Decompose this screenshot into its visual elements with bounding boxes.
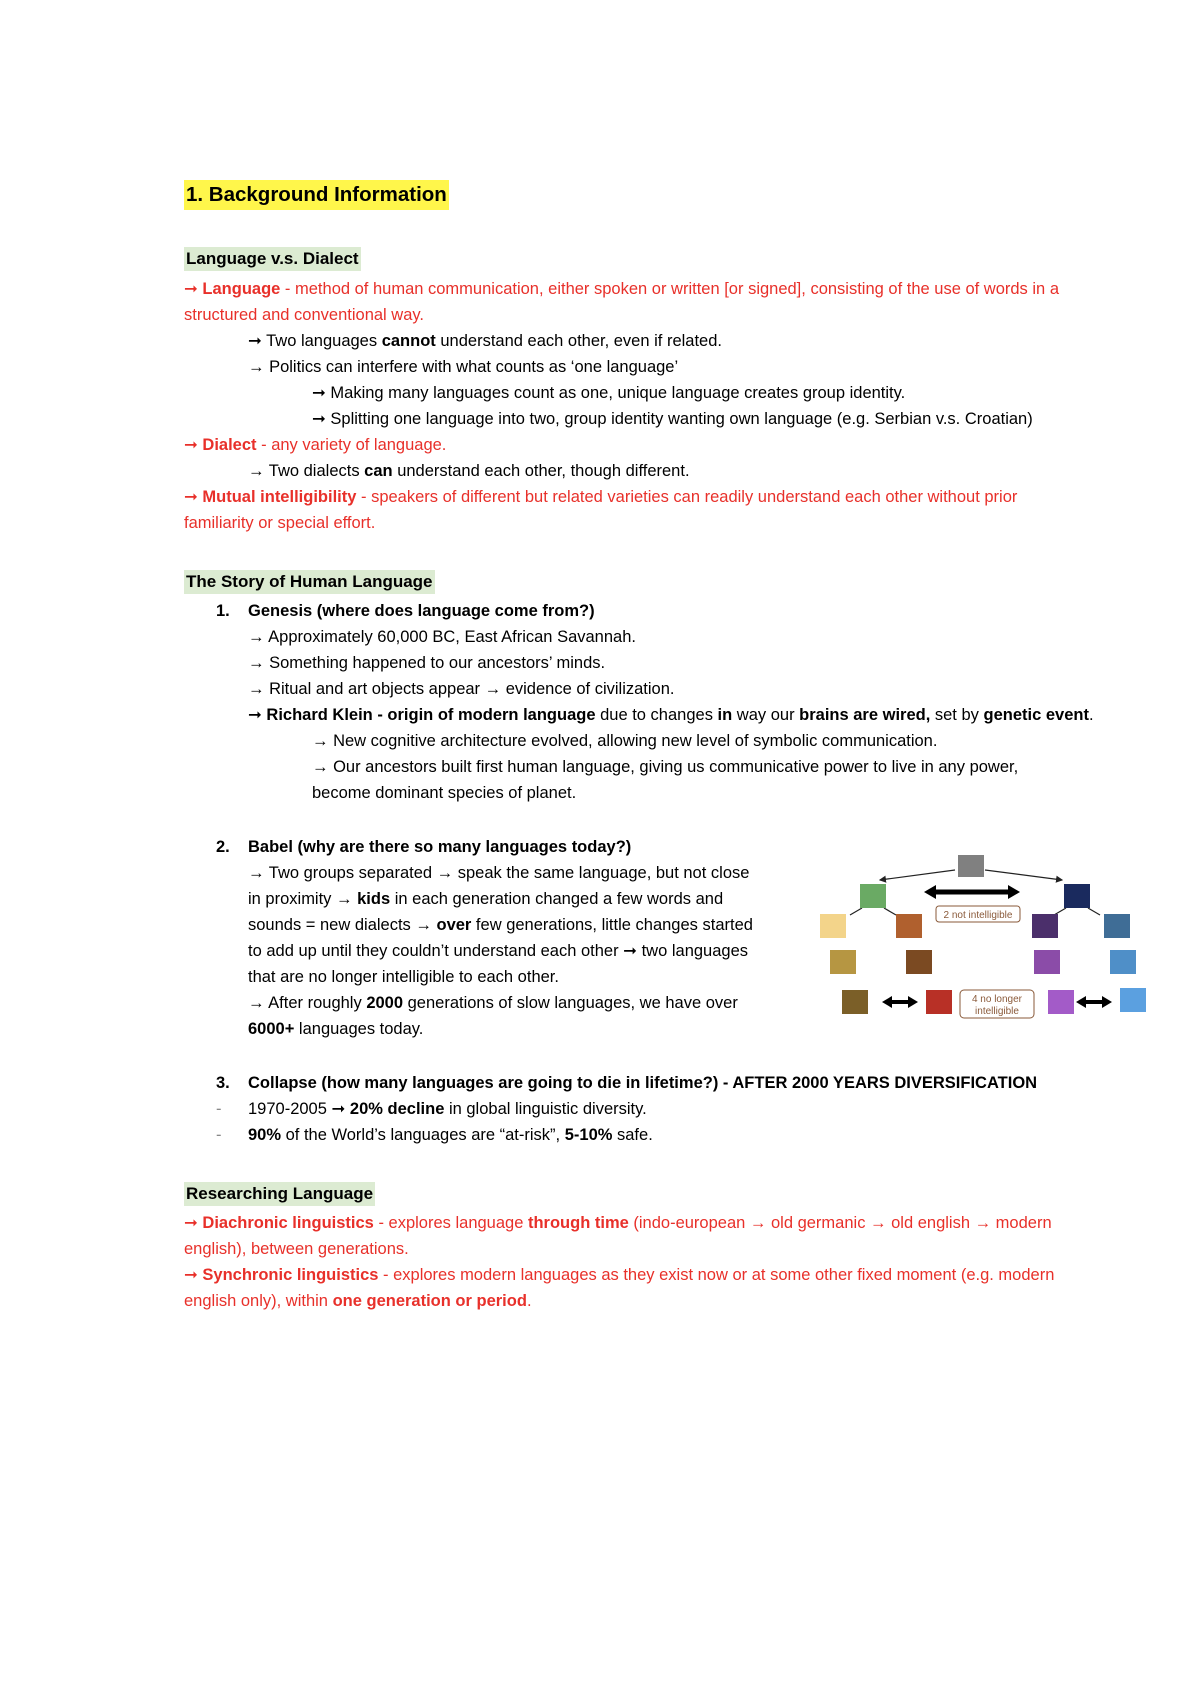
bold-text: in bbox=[717, 706, 733, 724]
section-heading-language-dialect: Language v.s. Dialect bbox=[184, 247, 361, 271]
genesis-bullet-ancestors: → Our ancestors built first human language, giving us communicative power to live in any power, bbox=[312, 758, 1019, 776]
list-number: 1. bbox=[216, 602, 230, 620]
branch-line bbox=[1088, 908, 1100, 915]
text: - explores language bbox=[373, 1214, 528, 1232]
language-square bbox=[1048, 990, 1074, 1014]
bullet-splitting: ➞ Splitting one language into two, group identity wanting own language (e.g. Serbian v.s. Croatian) bbox=[312, 410, 1033, 428]
collapse-bullet-1 bbox=[216, 1096, 647, 1122]
page-title: 1. Background Information bbox=[184, 180, 449, 210]
language-term: ➞ Language bbox=[184, 280, 281, 298]
mutual-intelligibility-cont: familiarity or special effort. bbox=[184, 514, 376, 532]
arrow-head bbox=[1102, 996, 1112, 1008]
text: set by bbox=[930, 706, 984, 724]
genesis-title bbox=[216, 598, 595, 624]
text: → After roughly bbox=[248, 994, 367, 1012]
arrow-head bbox=[1076, 996, 1086, 1008]
text: ➞ Two languages bbox=[248, 332, 382, 350]
arrow-head bbox=[924, 885, 936, 899]
dialect-square bbox=[1034, 950, 1060, 974]
dialect-square bbox=[820, 914, 846, 938]
text: → Two dialects bbox=[248, 462, 365, 480]
text: way our bbox=[732, 706, 800, 724]
bold-text: brains are wired, bbox=[799, 706, 931, 724]
language-def-text: - method of human communication, either spoken or written [or signed], consisting of the use of words in a bbox=[280, 280, 1059, 298]
mutual-intelligibility-def: - speakers of different but related varieties can readily understand each other without prior bbox=[356, 488, 1018, 506]
bold-text: genetic event bbox=[983, 706, 1089, 724]
dialect-square bbox=[896, 914, 922, 938]
diachronic-definition-cont: english), between generations. bbox=[184, 1240, 409, 1258]
branch-line bbox=[850, 908, 862, 915]
bold-text: over bbox=[436, 916, 472, 934]
text: 1970-2005 ➞ bbox=[248, 1100, 350, 1118]
language-definition bbox=[184, 276, 1059, 302]
dash-bullet: - bbox=[216, 1100, 222, 1118]
genesis-heading: Genesis (where does language come from?) bbox=[248, 602, 595, 620]
bold-text: 20% decline bbox=[349, 1100, 445, 1118]
text: - explores modern languages as they exist now or at some other fixed moment (e.g. modern bbox=[378, 1266, 1055, 1284]
bold-text: 2000 bbox=[366, 994, 404, 1012]
group-a-square bbox=[860, 884, 886, 908]
genesis-bullet-ancestors-cont: become dominant species of planet. bbox=[312, 784, 577, 802]
label-no-longer-line1: 4 no longer bbox=[971, 994, 1023, 1005]
text: understand each other, even if related. bbox=[435, 332, 722, 350]
section-heading-story: The Story of Human Language bbox=[184, 570, 435, 594]
bold-text: cannot bbox=[381, 332, 436, 350]
babel-line-2 bbox=[248, 886, 723, 912]
dash-bullet: - bbox=[216, 1126, 222, 1144]
list-number: 3. bbox=[216, 1074, 230, 1092]
bold-text: can bbox=[364, 462, 393, 480]
genesis-bullet-cognitive: → New cognitive architecture evolved, allowing new level of symbolic communication. bbox=[312, 732, 938, 750]
diachronic-term: ➞ Diachronic linguistics bbox=[184, 1214, 374, 1232]
dialect-definition bbox=[184, 432, 446, 458]
text: of the World’s languages are “at-risk”, bbox=[281, 1126, 565, 1144]
dialect-def-text: - any variety of language. bbox=[256, 436, 447, 454]
language-definition-cont: structured and conventional way. bbox=[184, 306, 424, 324]
text: . bbox=[1088, 706, 1094, 724]
label-not-intelligible: 2 not intelligible bbox=[943, 910, 1013, 921]
babel-line-5: that are no longer intelligible to each other. bbox=[248, 968, 559, 986]
synchronic-definition-cont bbox=[184, 1288, 532, 1314]
arrow-head bbox=[1008, 885, 1020, 899]
dialect-square bbox=[906, 950, 932, 974]
arrow-head bbox=[882, 996, 892, 1008]
genesis-bullet-2: → Something happened to our ancestors’ minds. bbox=[248, 654, 606, 672]
babel-line-1: → Two groups separated → speak the same language, but not close bbox=[248, 864, 750, 882]
synchronic-definition bbox=[184, 1262, 1054, 1288]
branch-line bbox=[1054, 908, 1066, 915]
text: (indo-european → old germanic → old english → modern bbox=[628, 1214, 1052, 1232]
dialect-square bbox=[1110, 950, 1136, 974]
branch-line bbox=[884, 908, 896, 915]
synchronic-term: ➞ Synchronic linguistics bbox=[184, 1266, 379, 1284]
dialect-term: ➞ Dialect bbox=[184, 436, 257, 454]
bullet-two-dialects bbox=[248, 458, 690, 484]
text: . bbox=[526, 1292, 532, 1310]
text: english only), within bbox=[184, 1292, 333, 1310]
bold-text: through time bbox=[527, 1214, 629, 1232]
list-number: 2. bbox=[216, 838, 230, 856]
babel-line-6 bbox=[248, 990, 738, 1016]
label-no-longer-line2: intelligible bbox=[975, 1006, 1019, 1017]
dialect-square bbox=[1032, 914, 1058, 938]
branch-line bbox=[985, 870, 1062, 880]
bullet-many-as-one: ➞ Making many languages count as one, unique language creates group identity. bbox=[312, 384, 906, 402]
bold-text: kids bbox=[357, 890, 391, 908]
genesis-bullet-klein bbox=[248, 702, 1094, 728]
babel-title bbox=[216, 834, 631, 860]
dialect-square bbox=[1104, 914, 1130, 938]
group-b-square bbox=[1064, 884, 1090, 908]
babel-heading: Babel (why are there so many languages today?) bbox=[248, 838, 632, 856]
text: safe. bbox=[612, 1126, 653, 1144]
babel-line-3 bbox=[248, 912, 753, 938]
text: in each generation changed a few words and bbox=[390, 890, 724, 908]
text: few generations, little changes started bbox=[471, 916, 753, 934]
language-square bbox=[842, 990, 868, 1014]
text: in global linguistic diversity. bbox=[444, 1100, 647, 1118]
root-language-square bbox=[958, 855, 984, 877]
mutual-intelligibility-term: ➞ Mutual intelligibility bbox=[184, 488, 357, 506]
text: in proximity → bbox=[248, 890, 358, 908]
diachronic-definition bbox=[184, 1210, 1052, 1236]
arrow-head bbox=[908, 996, 918, 1008]
bullet-politics: → Politics can interfere with what counts as ‘one language’ bbox=[248, 358, 679, 376]
bold-text: 90% bbox=[248, 1126, 282, 1144]
branch-line bbox=[880, 870, 955, 880]
text: due to changes bbox=[595, 706, 718, 724]
text: generations of slow languages, we have over bbox=[403, 994, 738, 1012]
bold-text: ➞ Richard Klein - origin of modern language bbox=[248, 706, 596, 724]
collapse-heading: Collapse (how many languages are going to die in lifetime?) - AFTER 2000 YEARS DIVERSIFICATION bbox=[248, 1074, 1038, 1092]
text: sounds = new dialects → bbox=[248, 916, 437, 934]
mutual-intelligibility-definition bbox=[184, 484, 1017, 510]
bold-text: 6000+ bbox=[248, 1020, 295, 1038]
bold-text: 5-10% bbox=[564, 1126, 613, 1144]
bold-text: one generation or period bbox=[332, 1292, 527, 1310]
genesis-bullet-3: → Ritual and art objects appear → evidence of civilization. bbox=[248, 680, 675, 698]
language-square bbox=[926, 990, 952, 1014]
language-square bbox=[1120, 988, 1146, 1012]
collapse-title bbox=[216, 1070, 1037, 1096]
text: understand each other, though different. bbox=[392, 462, 690, 480]
text: languages today. bbox=[294, 1020, 424, 1038]
dialect-square bbox=[830, 950, 856, 974]
babel-line-4: to add up until they couldn’t understand each other ➞ two languages bbox=[248, 942, 749, 960]
language-divergence-diagram bbox=[820, 850, 1160, 1040]
collapse-bullet-2 bbox=[216, 1122, 653, 1148]
bullet-two-languages bbox=[248, 328, 722, 354]
section-heading-research: Researching Language bbox=[184, 1182, 375, 1206]
babel-line-7 bbox=[248, 1016, 423, 1042]
genesis-bullet-1: → Approximately 60,000 BC, East African Savannah. bbox=[248, 628, 636, 646]
